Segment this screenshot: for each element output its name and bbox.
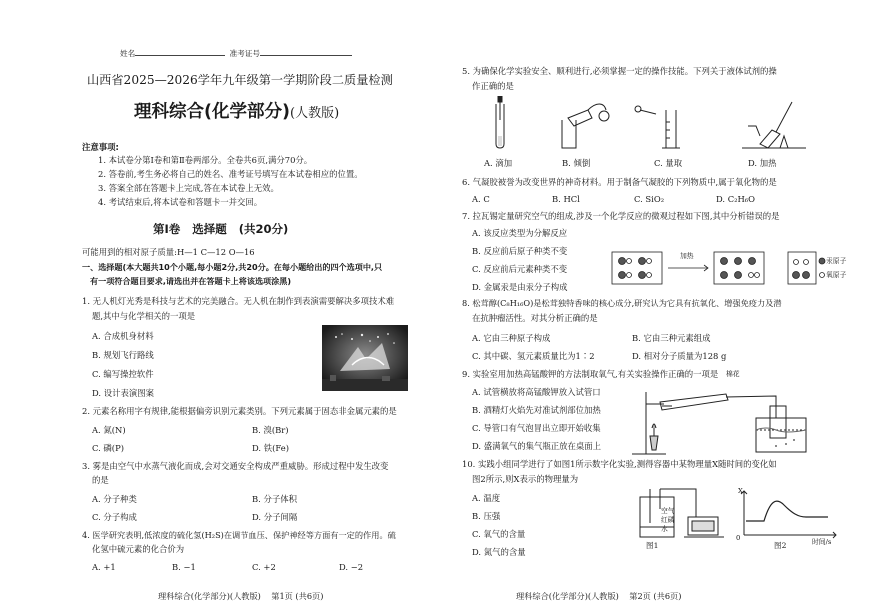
exam-page-1 xyxy=(0,0,430,615)
note-item: 3. 答案全部在答题卡上完成,答在本试卷上无效。 xyxy=(98,183,279,193)
q9-option-a: A. 试管横放将高锰酸钾放入试管口 xyxy=(472,387,601,397)
q10-fig2-caption: 图2 xyxy=(774,541,787,550)
name-line xyxy=(135,47,225,56)
q10-option-a: A. 温度 xyxy=(472,493,501,503)
q10-fig2-origin: 0 xyxy=(736,534,741,542)
atomic-masses: 可能用到的相对原子质量:H—1 C—12 O—16 xyxy=(82,247,255,257)
q10-option-d: D. 氮气的含量 xyxy=(472,547,526,557)
q7-arrow-label: 加热 xyxy=(680,252,694,260)
q1-stem: 题,其中与化学相关的一项是 xyxy=(92,311,196,321)
q4-option-c: C. +2 xyxy=(252,562,276,572)
q10-stem: 图2所示,则X表示的物理量为 xyxy=(472,474,579,484)
q4-option-b: B. −1 xyxy=(172,562,196,572)
q5-option-a: A. 滴加 xyxy=(484,158,513,168)
mc-instructions: 一、选择题(本大题共10个小题,每小题2分,共20分。在每小题给出的四个选项中,只 xyxy=(82,262,383,272)
q2-option-d: D. 铁(Fe) xyxy=(252,443,289,453)
drone-show-photo xyxy=(322,325,408,391)
q5-option-c: C. 量取 xyxy=(654,158,683,168)
q2-option-a: A. 氮(N) xyxy=(92,425,126,435)
q5-option-b: B. 倾倒 xyxy=(562,158,591,168)
q3-stem: 3. 雾是由空气中水蒸气液化而成,会对交通安全构成严重威胁。形成过程中发生改变 xyxy=(82,461,389,471)
exam-page-2 xyxy=(440,0,870,615)
q1-stem: 1. 无人机灯光秀是科技与艺术的完美融合。无人机在制作到表演需要解决多项技术难 xyxy=(82,296,395,306)
exam-title: 山西省2025—2026学年九年级第一学期阶段二质量检测 xyxy=(87,73,393,87)
note-item: 2. 答卷前,考生务必将自己的姓名、准考证号填写在本试卷相应的位置。 xyxy=(98,169,363,179)
section1-title: 第Ⅰ卷 选择题 (共20分) xyxy=(153,222,289,236)
q3-option-c: C. 分子构成 xyxy=(92,512,137,522)
q9-option-b: B. 酒精灯火焰先对准试剂部位加热 xyxy=(472,405,601,415)
q3-option-a: A. 分子种类 xyxy=(92,494,137,504)
q7-reaction-diagram xyxy=(610,250,842,286)
q8-option-a: A. 它由三种原子构成 xyxy=(472,333,551,343)
footer-page-1: 理科综合(化学部分)(人教版) 第1页 (共6页) xyxy=(158,591,324,601)
q7-legend-oxygen: 氧原子 xyxy=(826,271,847,279)
q10-fig1-air-label: 空气 xyxy=(661,507,675,515)
q2-option-c: C. 磷(P) xyxy=(92,443,124,453)
q5-stem: 作正确的是 xyxy=(472,81,514,91)
q10-fig1-caption: 图1 xyxy=(646,541,659,550)
q9-cotton-label: 棉花 xyxy=(726,370,740,378)
q7-option-d: D. 金属汞是由汞分子构成 xyxy=(472,282,568,292)
q10-option-b: B. 压强 xyxy=(472,511,501,521)
q8-option-c: C. 其中碳、氢元素质量比为1∶2 xyxy=(472,351,595,361)
header-fields xyxy=(120,47,352,59)
q7-legend-mercury: 汞原子 xyxy=(826,257,847,265)
q9-apparatus-figure xyxy=(626,384,852,456)
q10-fig2-x-axis: 时间/s xyxy=(812,538,832,546)
q6-option-b: B. HCl xyxy=(552,194,580,204)
q10-fig1-phosphorus-label: 红磷 xyxy=(661,516,675,524)
q10-fig1-water-label: 水 xyxy=(661,525,668,533)
q10-fig2-graph xyxy=(736,487,844,539)
note-item: 4. 考试结束后,将本试卷和答题卡一并交回。 xyxy=(98,197,263,207)
mc-instructions: 有一项符合题目要求,请选出并在答题卡上将该选项涂黑) xyxy=(90,276,292,286)
note-item: 1. 本试卷分第Ⅰ卷和第Ⅱ卷两部分。全卷共6页,满分70分。 xyxy=(98,155,313,165)
q6-stem: 6. 气凝胶被誉为改变世界的神奇材料。用于制备气凝胶的下列物质中,属于氧化物的是 xyxy=(462,177,777,187)
q8-option-d: D. 相对分子质量为128 g xyxy=(632,351,727,361)
q8-option-b: B. 它由三种元素组成 xyxy=(632,333,711,343)
q10-option-c: C. 氧气的含量 xyxy=(472,529,526,539)
id-line xyxy=(260,47,352,56)
q10-fig2-y-axis: X xyxy=(738,487,743,495)
q1-option-a: A. 合成机身材料 xyxy=(92,331,154,341)
q4-stem: 4. 医学研究表明,低浓度的硫化氢(H₂S)在调节血压、保护神经等方面有一定的作用。硫 xyxy=(82,530,396,540)
q2-option-b: B. 溴(Br) xyxy=(252,425,289,435)
q3-option-d: D. 分子间隔 xyxy=(252,512,298,522)
id-label: 准考证号 xyxy=(229,49,260,58)
q1-option-c: C. 编写操控软件 xyxy=(92,369,154,379)
q2-stem: 2. 元素名称用字有规律,能根据偏旁识别元素类别。下列元素属于固态非金属元素的是 xyxy=(82,406,397,416)
q8-stem: 在抗肿瘤活性。对其分析正确的是 xyxy=(472,313,598,323)
q1-option-d: D. 设计表演图案 xyxy=(92,388,154,398)
q6-option-a: A. C xyxy=(472,194,490,204)
q3-option-b: B. 分子体积 xyxy=(252,494,297,504)
q1-option-b: B. 规划飞行路线 xyxy=(92,350,154,360)
q9-option-d: D. 盛满氧气的集气瓶正放在桌面上 xyxy=(472,441,601,451)
subject-title-main: 理科综合(化学部分) xyxy=(134,102,290,122)
q7-stem: 7. 拉瓦锡定量研究空气的组成,涉及一个化学反应的微观过程如下图,其中分析错误的是 xyxy=(462,211,780,221)
q4-stem: 化氢中硫元素的化合价为 xyxy=(92,544,185,554)
subject-title xyxy=(134,101,339,123)
footer-page-2: 理科综合(化学部分)(人教版) 第2页 (共6页) xyxy=(516,591,682,601)
q3-stem: 的是 xyxy=(92,475,109,485)
q6-option-c: C. SiO₂ xyxy=(634,194,665,204)
q9-stem: 9. 实验室用加热高锰酸钾的方法制取氧气,有关实验操作正确的一项是 xyxy=(462,369,719,379)
q7-option-a: A. 该反应类型为分解反应 xyxy=(472,228,568,238)
q4-option-d: D. −2 xyxy=(339,562,364,572)
q10-fig1-apparatus xyxy=(636,487,734,539)
q7-option-b: B. 反应前后原子种类不变 xyxy=(472,246,568,256)
q6-option-d: D. C₂H₆O xyxy=(716,194,756,204)
subject-title-edition: (人教版) xyxy=(290,106,340,121)
q8-stem: 8. 松茸醇(C₈H₁₆O)是松茸独特香味的核心成分,研究认为它具有抗氧化、增强免疫力及潜 xyxy=(462,298,782,308)
q10-stem: 10. 实践小组同学进行了如图1所示数字化实验,测得容器中某物理量X随时间的变化如 xyxy=(462,459,777,469)
q5-stem: 5. 为确保化学实验安全、顺利进行,必须掌握一定的操作技能。下列关于液体试剂的操 xyxy=(462,66,777,76)
notes-heading: 注意事项: xyxy=(82,142,119,152)
q5-lab-operations-figure xyxy=(480,96,840,150)
name-label: 姓名 xyxy=(120,49,136,58)
q5-option-d: D. 加热 xyxy=(748,158,777,168)
q9-option-c: C. 导管口有气泡冒出立即开始收集 xyxy=(472,423,601,433)
q4-option-a: A. +1 xyxy=(92,562,116,572)
q7-option-c: C. 反应前后元素种类不变 xyxy=(472,264,568,274)
